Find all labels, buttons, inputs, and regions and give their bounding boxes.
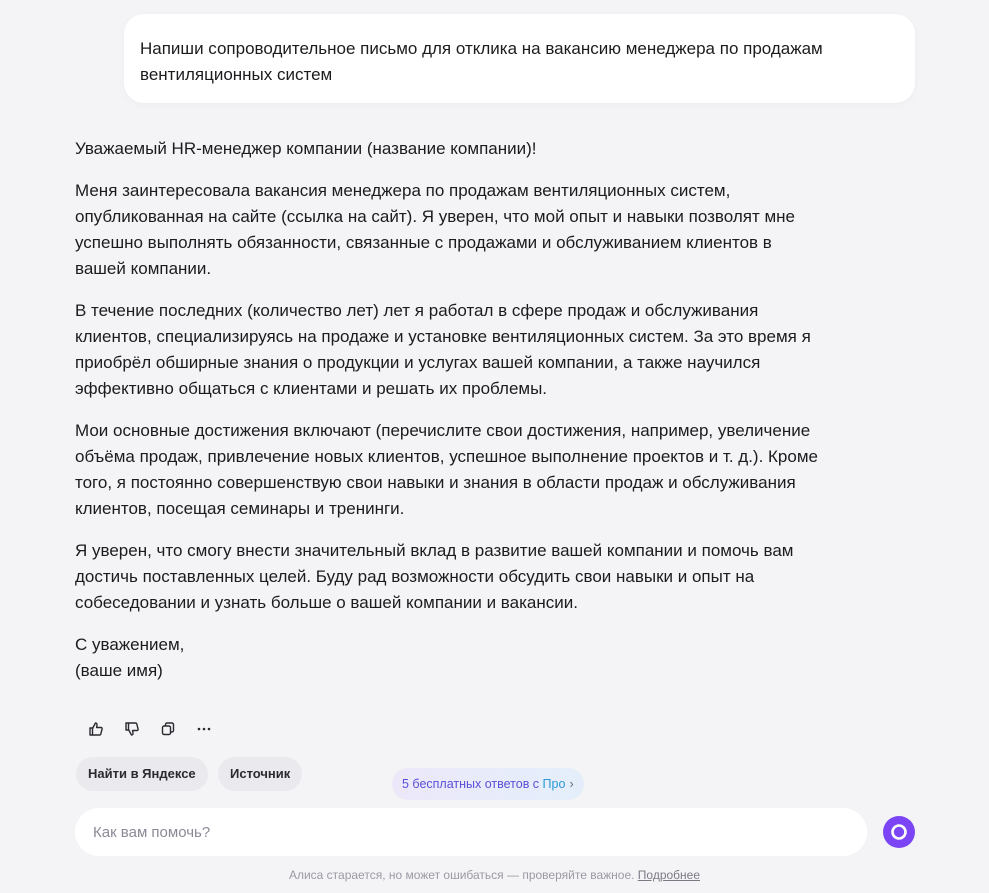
alice-voice-button[interactable] (883, 816, 915, 848)
user-message-text: Напиши сопроводительное письмо для отклика на вакансию менеджера по продажам вентиляционных систем (140, 39, 823, 84)
prompt-input[interactable] (91, 823, 851, 842)
copy-icon (160, 721, 176, 737)
alice-icon (890, 823, 908, 841)
answer-actions (85, 715, 215, 743)
copy-button[interactable] (157, 716, 179, 742)
thumbs-down-icon (124, 721, 140, 737)
dislike-button[interactable] (121, 716, 143, 742)
more-icon (196, 721, 212, 737)
promo-text: 5 бесплатных ответов с (402, 777, 543, 791)
answer-paragraph: Я уверен, что смогу внести значительный вклад в развитие вашей компании и помочь вам достичь поставленных целей. Буду рад возможности обсудить свои навыки и опыт на собеседовании и узнать больше о вашей компании и вакансии. (75, 541, 794, 612)
search-yandex-chip[interactable]: Найти в Яндексе (76, 757, 208, 791)
disclaimer-footer (0, 866, 989, 884)
free-pro-answers-promo[interactable] (392, 768, 584, 800)
answer-paragraph: Меня заинтересовала вакансия менеджера по продажам вентиляционных систем, опубликованная на сайте (ссылка на сайт). Я уверен, что мой опыт и навыки позволят мне успешно выполнять обязанности, связанные с продажами и обслуживанием клиентов в вашей компании. (75, 181, 796, 278)
answer-paragraph: В течение последних (количество лет) лет я работал в сфере продаж и обслуживания клиентов, специализируясь на продаже и установке вентиляционных систем. За это время я приобрёл обширные знания о продукции и услугах вашей компании, а также научился эффективно общаться с клиентами и решать их проблемы. (75, 301, 811, 398)
answer-signature: С уважением, (ваше имя) (75, 635, 185, 680)
answer-paragraph: Мои основные достижения включают (перечислите свои достижения, например, увеличение объёма продаж, привлечение новых клиентов, успешное выполнение проектов и т. д.). Кроме того, я постоянно совершенствую свои навыки и знания в области продаж и обслуживания клиентов, посещая семинары и тренинги. (75, 421, 818, 518)
answer-paragraph: Уважаемый HR-менеджер компании (название компании)! (75, 139, 537, 158)
more-button[interactable] (193, 716, 215, 742)
thumbs-up-icon (88, 721, 104, 737)
source-chip[interactable]: Источник (218, 757, 302, 791)
prompt-input-box[interactable] (75, 808, 867, 856)
chevron-right-icon: › (569, 777, 574, 791)
user-message-bubble (124, 14, 915, 103)
assistant-answer (75, 136, 875, 700)
like-button[interactable] (85, 716, 107, 742)
promo-pro-label: Про (542, 777, 566, 791)
learn-more-link[interactable]: Подробнее (637, 868, 701, 882)
disclaimer-text: Алиса старается, но может ошибаться — проверяйте важное. (288, 868, 638, 882)
